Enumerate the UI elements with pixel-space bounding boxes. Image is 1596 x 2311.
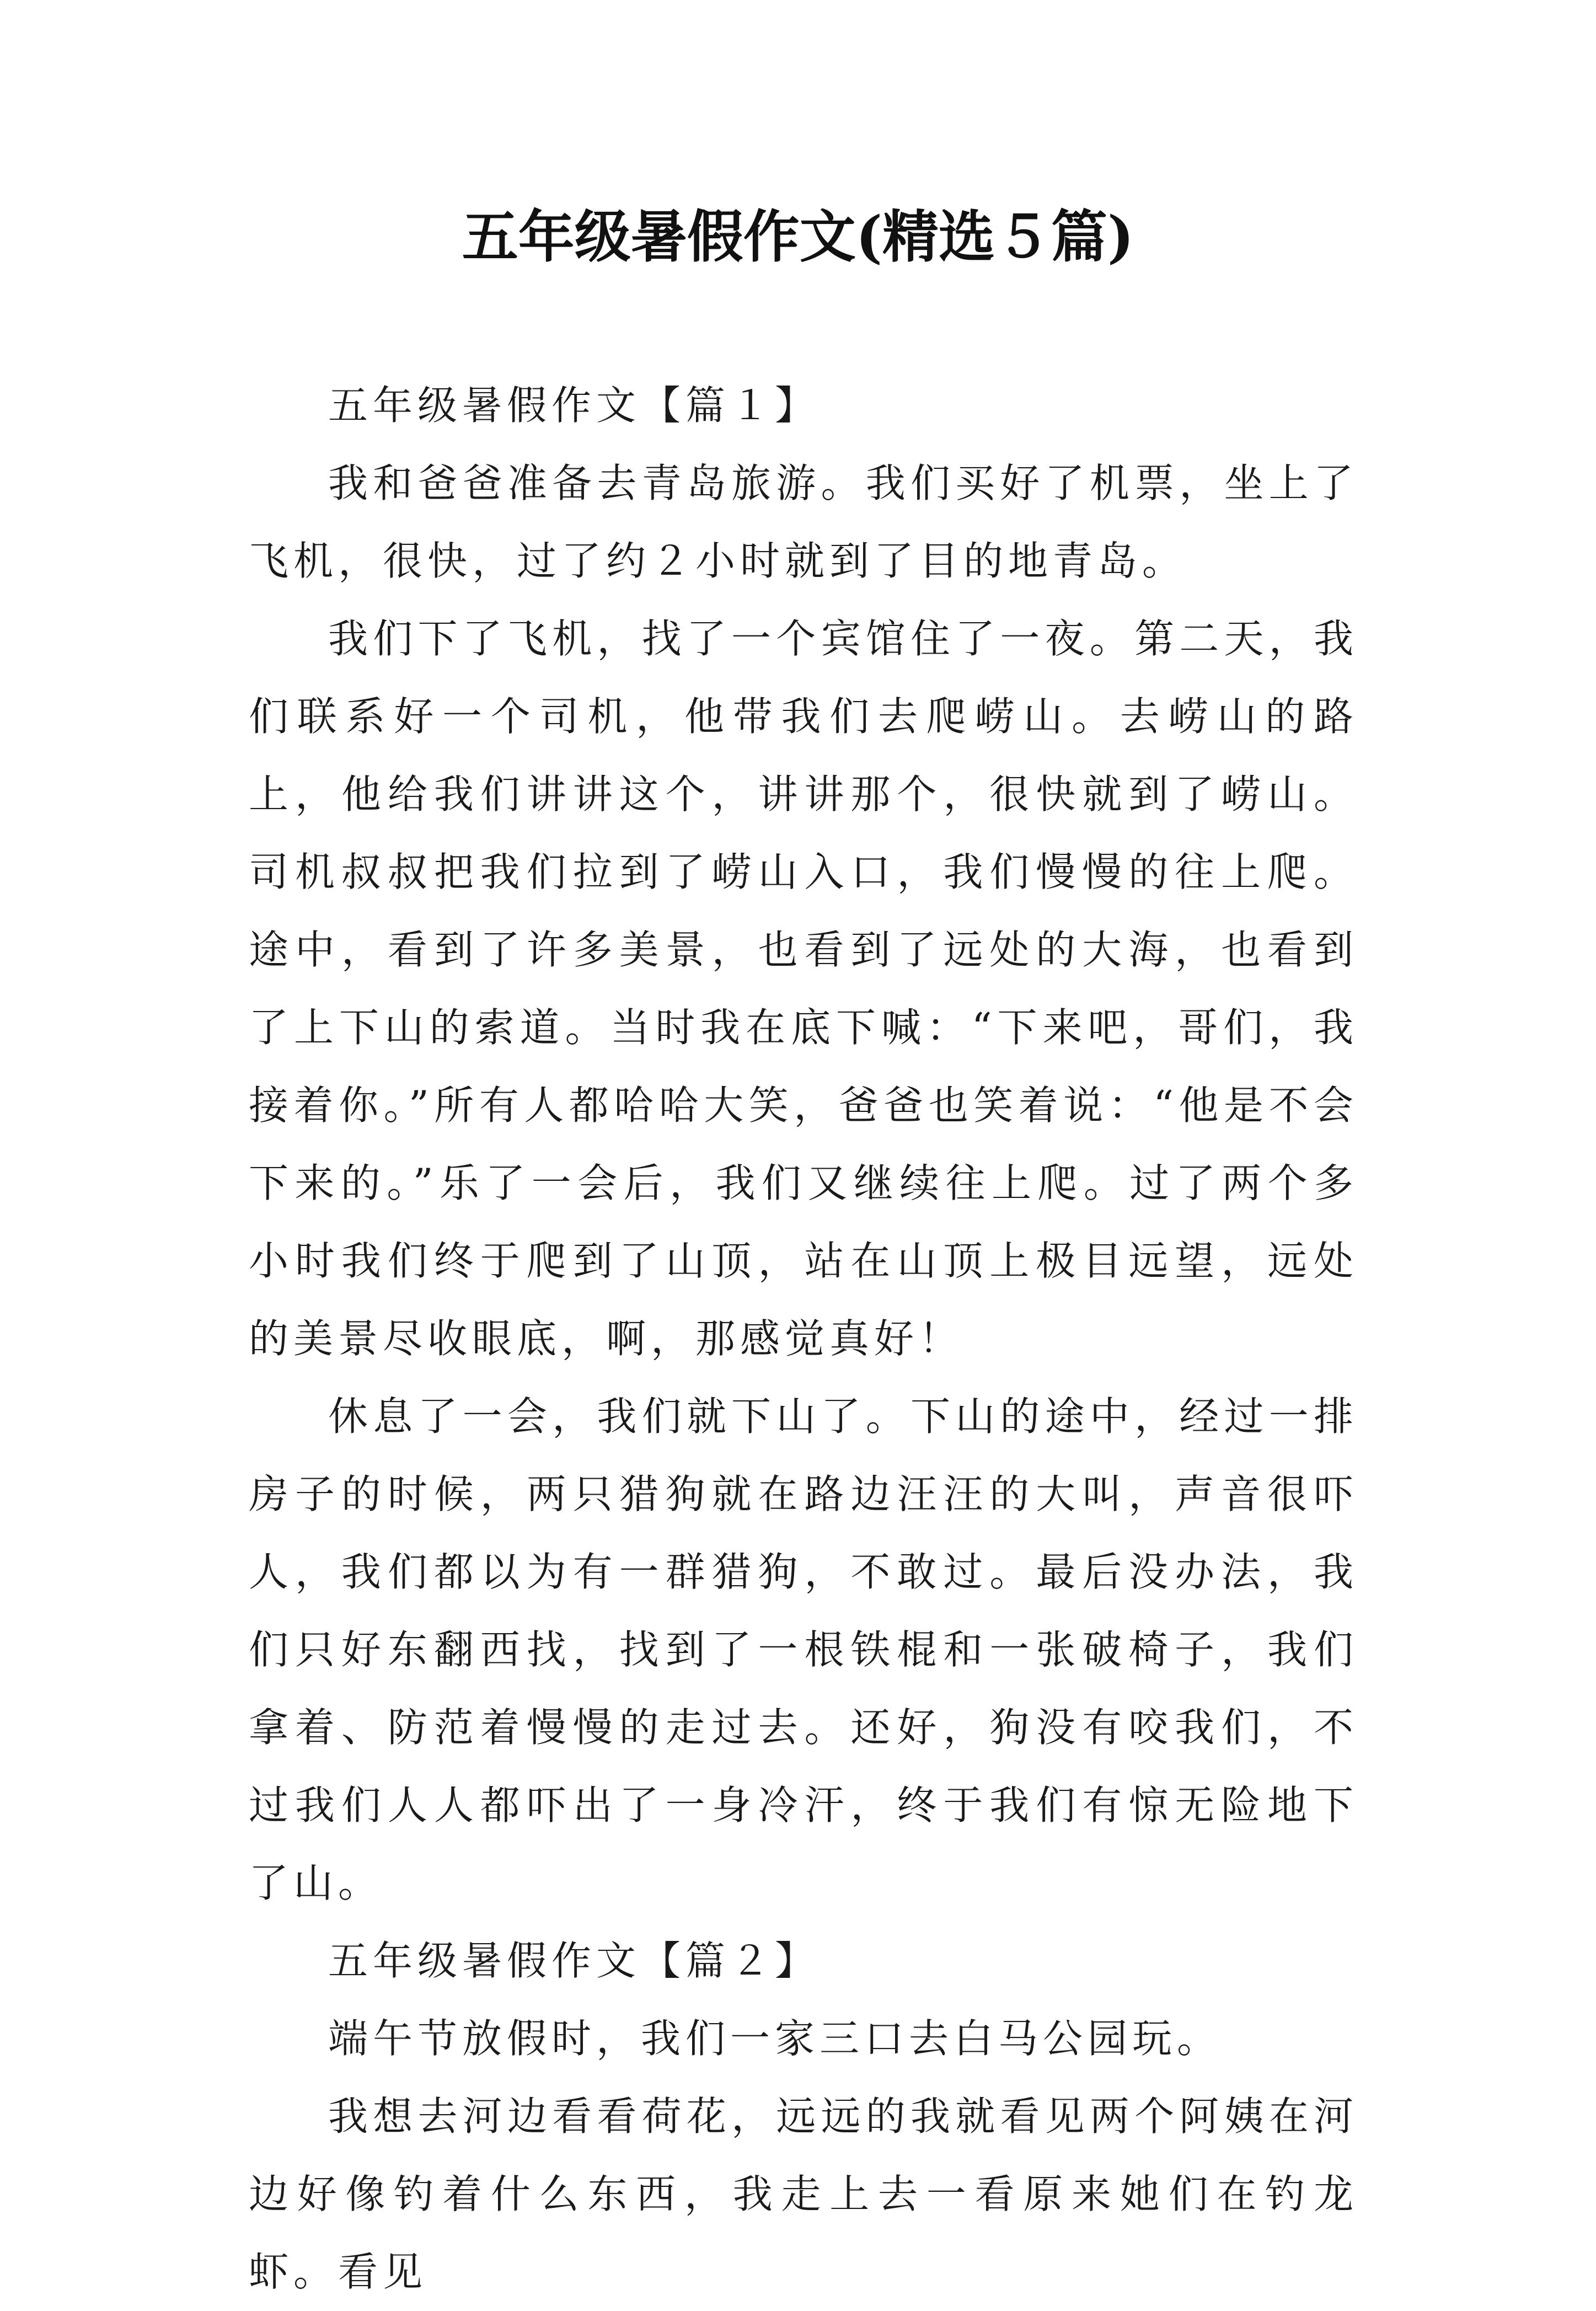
section-2-paragraph-1: 端午节放假时，我们一家三口去白马公园玩。 — [328, 2015, 1222, 2062]
document-body — [249, 367, 1358, 2311]
document-title: 五年级暑假作文(精选５篇) — [462, 204, 1134, 270]
section-1-paragraph-1: 我和爸爸准备去青岛旅游。我们买好了机票，坐上了飞机，很快，过了约２小时就到了目的地青岛。 — [249, 460, 1358, 584]
section-1-paragraph-2: 我们下了飞机，找了一个宾馆住了一夜。第二天，我们联系好一个司机，他带我们去爬崂山。去崂山的路上，他给我们讲讲这个，讲讲那个，很快就到了崂山。司机叔叔把我们拉到了崂山入口，我们慢慢的往上爬。途中，看到了许多美景，也看到了远处的大海，也看到了上下山的索道。当时我在底下喊：“下来吧，哥们，我接着你。”所有人都哈哈大笑，爸爸也笑着说：“他是不会下来的。”乐了一会后，我们又继续往上爬。过了两个多小时我们终于爬到了山顶，站在山顶上极目远望，远处的美景尽收眼底，啊，那感觉真好！ — [249, 616, 1358, 1362]
section-2-heading: 五年级暑假作文【篇２】 — [328, 1938, 820, 1984]
section-2-paragraph-2: 我想去河边看看荷花，远远的我就看见两个阿姨在河边好像钓着什么东西，我走上去一看原来她们在钓龙虾。看见 — [249, 2093, 1358, 2295]
section-1-paragraph-3: 休息了一会，我们就下山了。下山的途中，经过一排房子的时候，两只猎狗就在路边汪汪的大叫，声音很吓人，我们都以为有一群猎狗，不敢过。最后没办法，我们只好东翻西找，找到了一根铁棍和一张破椅子，我们拿着、防范着慢慢的走过去。还好，狗没有咬我们，不过我们人人都吓出了一身冷汗，终于我们有惊无险地下了山。 — [249, 1393, 1358, 1906]
section-1-heading: 五年级暑假作文【篇１】 — [328, 382, 820, 429]
